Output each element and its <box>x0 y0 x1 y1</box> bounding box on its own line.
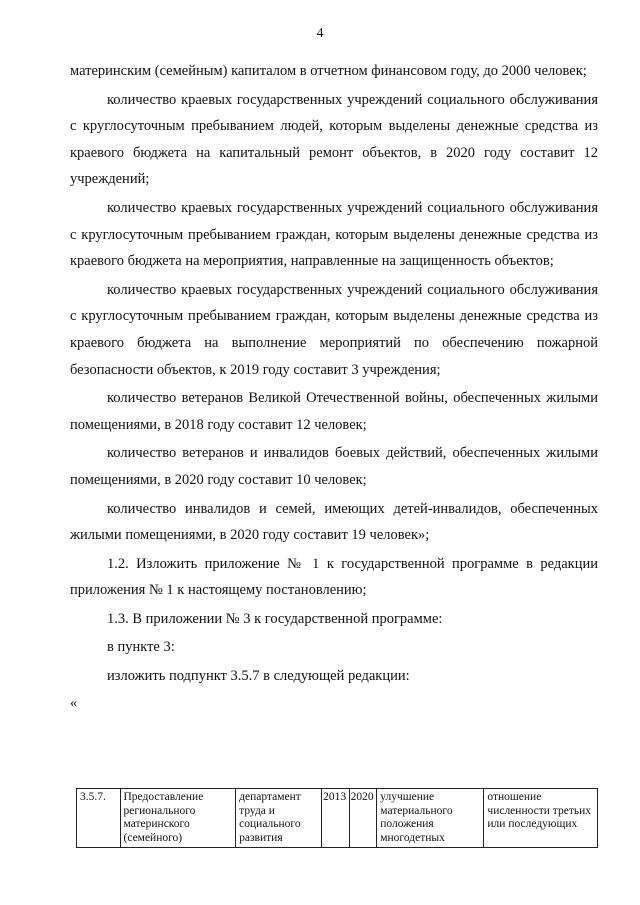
paragraph-in-point-3: в пункте 3: <box>107 639 175 656</box>
cell-number: 3.5.7. <box>77 789 121 848</box>
paragraph-item-1-3: 1.3. В приложении № 3 к государственной программе: <box>107 610 443 627</box>
measures-table <box>76 788 598 848</box>
paragraph-continuation: материнским (семейным) капиталом в отчетном финансовом году, до 2000 человек; <box>70 63 587 79</box>
cell-name: Предоставление регионального материнского (семейного) <box>120 789 236 848</box>
paragraph-security-institutions: количество краевых государственных учреждений социального обслуживания с круглосуточным пребыванием граждан, которым выделены денежные средства из краевого бюджета на мероприятия, направленные на защищенность объектов; <box>70 199 598 270</box>
paragraph-repair-institutions: количество краевых государственных учреждений социального обслуживания с круглосуточным пребыванием людей, которым выделены денежные средства из краевого бюджета на капитальный ремонт объектов, в 2020 году составит 12 учреждений; <box>70 91 598 188</box>
paragraph-fire-safety-institutions: количество краевых государственных учреждений социального обслуживания с круглосуточным пребыванием граждан, которым выделены денежные средства из краевого бюджета на выполнение мероприятий по обеспечению пожарной безопасности объектов, к 2019 году составит 3 учреждения; <box>70 281 598 378</box>
table-row <box>77 789 598 848</box>
cell-end-year: 2020 <box>349 789 377 848</box>
paragraph-amend-subpoint: изложить подпункт 3.5.7 в следующей редакции: <box>107 668 410 685</box>
cell-start-year: 2013 <box>322 789 350 848</box>
paragraph-disabled-families: количество инвалидов и семей, имеющих детей-инвалидов, обеспеченных жилыми помещениями, в 2020 году составит 19 человек»; <box>70 500 598 544</box>
paragraph-wwii-veterans: количество ветеранов Великой Отечественной войны, обеспеченных жилыми помещениями, в 2018 году составит 12 человек; <box>70 390 598 433</box>
page-number: 4 <box>316 26 324 41</box>
paragraph-combat-veterans: количество ветеранов и инвалидов боевых действий, обеспеченных жилыми помещениями, в 2020 году составит 10 человек; <box>70 445 598 488</box>
document-body <box>70 58 598 712</box>
open-quote: « <box>70 694 78 711</box>
cell-executor: департамент труда и социального развития <box>236 789 322 848</box>
cell-indicator: отношение численности третьих или последующих <box>484 789 598 848</box>
paragraph-item-1-2: 1.2. Изложить приложение № 1 к государственной программе в редакции приложения № 1 к настоящему постановлению; <box>70 555 598 599</box>
cell-result: улучшение материального положения многодетных <box>377 789 484 848</box>
